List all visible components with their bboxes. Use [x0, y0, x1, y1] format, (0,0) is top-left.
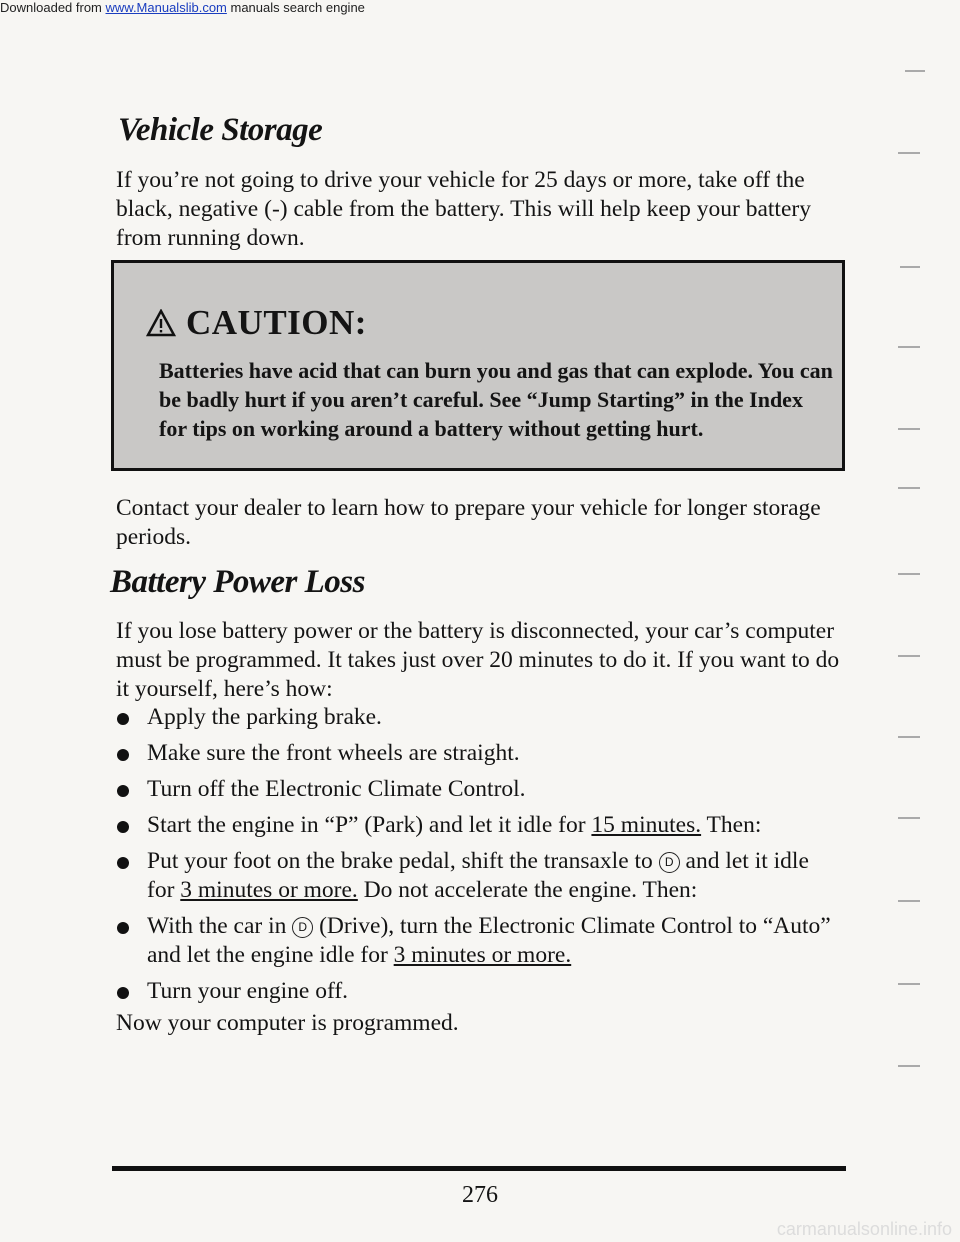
- warning-triangle-icon: [146, 309, 176, 337]
- manualslib-link[interactable]: www.Manualslib.com: [105, 0, 227, 15]
- list-item: [112, 775, 832, 804]
- step-duration: 3 minutes or more.: [180, 877, 358, 903]
- bullet-icon: [117, 749, 129, 761]
- edge-tab-mark: [898, 817, 920, 819]
- step-text: Apply the parking brake.: [147, 704, 382, 730]
- programming-steps-list: [112, 703, 832, 1013]
- step-text: Then:: [701, 812, 762, 838]
- bullet-icon: [117, 785, 129, 797]
- caution-header: [146, 303, 367, 343]
- step-duration: 3 minutes or more.: [393, 942, 572, 968]
- step-text: Turn off the Electronic Climate Control.: [147, 776, 526, 802]
- step-text: Make sure the front wheels are straight.: [147, 740, 520, 766]
- download-banner: [0, 0, 365, 16]
- step-text: Turn your engine off.: [147, 978, 349, 1004]
- drive-gear-icon: D: [659, 852, 680, 873]
- edge-tab-mark: [898, 736, 920, 738]
- programming-complete-text: Now your computer is programmed.: [116, 1010, 459, 1036]
- edge-tab-mark: [898, 900, 920, 902]
- bullet-icon: [117, 987, 129, 999]
- bullet-icon: [117, 821, 129, 833]
- bullet-icon: [117, 857, 129, 869]
- battery-loss-intro: If you lose battery power or the battery is disconnected, your car’s computer must be programmed. It takes just over 20 minutes to do it. If you want to do it yourself, here’s how:: [116, 618, 840, 702]
- edge-tab-mark: [898, 573, 920, 575]
- step-duration: 15 minutes.: [591, 812, 702, 838]
- vehicle-storage-intro: If you’re not going to drive your vehicle for 25 days or more, take off the black, negative (-) cable from the battery. This will help keep your battery from running down.: [116, 167, 811, 251]
- step-text: Start the engine in “P” (Park) and let it idle for: [147, 812, 592, 838]
- step-text: With the car in: [147, 913, 293, 939]
- caution-box: [111, 260, 845, 471]
- bullet-icon: [117, 713, 129, 725]
- list-item: [112, 847, 832, 905]
- step-text: Put your foot on the brake pedal, shift the transaxle to: [147, 848, 659, 874]
- edge-tab-mark: [898, 655, 920, 657]
- list-item: [112, 739, 832, 768]
- footer-rule: [112, 1166, 846, 1171]
- edge-tab-mark: [900, 266, 920, 268]
- edge-tab-mark: [898, 346, 920, 348]
- drive-gear-icon: D: [292, 917, 313, 938]
- bullet-icon: [117, 922, 129, 934]
- banner-prefix: Downloaded from: [0, 0, 106, 15]
- site-watermark: carmanualsonline.info: [776, 1219, 952, 1239]
- list-item: [112, 811, 832, 840]
- list-item: [112, 977, 832, 1006]
- edge-tab-mark: [898, 428, 920, 430]
- caution-text: Batteries have acid that can burn you and gas that can explode. You can be badly hurt if you aren’t careful. See “Jump Starting” in the Index for tips on working around a battery without getting hurt.: [159, 358, 833, 441]
- edge-tab-mark: [898, 983, 920, 985]
- step-text: and let it idle for: [147, 848, 809, 903]
- edge-tab-mark: [898, 152, 920, 154]
- page-number: 276: [462, 1182, 498, 1208]
- step-text: (Drive), turn the Electronic Climate Control to “Auto” and let the engine idle for: [147, 913, 831, 968]
- battery-power-loss-heading: Battery Power Loss: [110, 564, 365, 600]
- banner-suffix: manuals search engine: [226, 0, 365, 15]
- list-item: [112, 703, 832, 732]
- edge-tab-mark: [905, 70, 925, 72]
- list-item: [112, 912, 832, 970]
- edge-tab-mark: [898, 487, 920, 489]
- vehicle-storage-heading: Vehicle Storage: [118, 112, 323, 148]
- step-text: Do not accelerate the engine. Then:: [357, 877, 698, 903]
- caution-title: CAUTION:: [186, 303, 367, 342]
- edge-tab-mark: [898, 1065, 920, 1067]
- storage-followup: Contact your dealer to learn how to prepare your vehicle for longer storage periods.: [116, 495, 821, 550]
